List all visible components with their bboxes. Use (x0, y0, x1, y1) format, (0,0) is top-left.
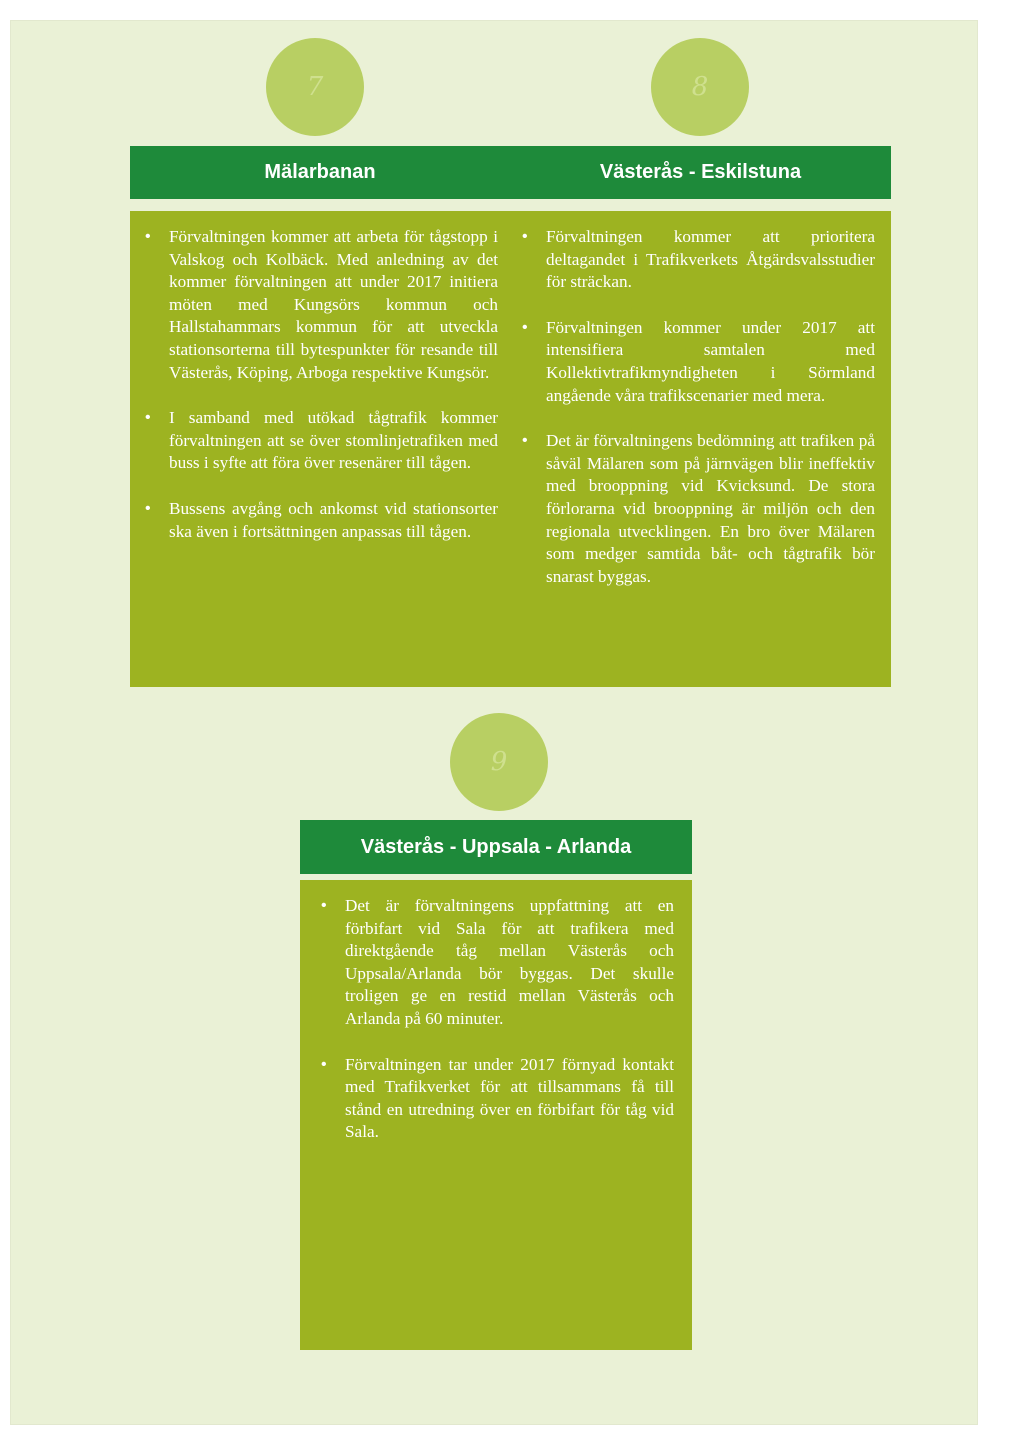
section-number-badge-9: 9 (450, 713, 548, 811)
section-header-9 (300, 820, 692, 874)
section-header-7 (130, 146, 510, 199)
section-title-7: Mälarbanan (264, 161, 376, 183)
bullet-item: • Bussens avgång och ankomst vid stationsorter ska även i fortsättningen anpassas till tågen. (138, 498, 498, 543)
bullet-item: • Det är förvaltningens bedömning att trafiken på såväl Mälaren som på järnvägen blir ineffektiv med brooppning vid Kvicksund. De stora förlorarna vid brooppning är miljön och den regionala utvecklingen. En bro över Mälaren som medger samtida båt- och tågtrafik bör snarast byggas. (515, 430, 875, 588)
section-number-badge-8: 8 (651, 38, 749, 136)
bullet-item: • Det är förvaltningens uppfattning att en förbifart vid Sala för att trafikera med direktgående tåg mellan Västerås och Uppsala/Arlanda bör byggas. Det skulle troligen ge en restid mellan Västerås och Arlanda på 60 minuter. (314, 895, 674, 1031)
section-title-9: Västerås - Uppsala - Arlanda (360, 835, 632, 858)
bullet-list-8 (515, 226, 875, 611)
section-header-8 (510, 146, 891, 199)
section-number-badge-7: 7 (266, 38, 364, 136)
bullet-item: • Förvaltningen tar under 2017 förnyad kontakt med Trafikverket för att tillsammans få till stånd en utredning över en förbifart för tåg vid Sala. (314, 1054, 674, 1144)
bullet-item: • Förvaltningen kommer att prioritera deltagandet i Trafikverkets Åtgärdsvalsstudier för sträckan. (515, 226, 875, 294)
section-title-8: Västerås - Eskilstuna (599, 161, 802, 183)
bullet-list-7 (138, 226, 498, 566)
bullet-item: • Förvaltningen kommer att arbeta för tågstopp i Valskog och Kolbäck. Med anledning av det kommer förvaltningen att under 2017 initiera möten med Kungsörs kommun och Hallstahammars kommun för att utveckla stationsorterna till bytespunkter för resande till Västerås, Köping, Arboga respektive Kungsör. (138, 226, 498, 384)
bullet-list-9 (314, 895, 674, 1167)
bullet-item: • Förvaltningen kommer under 2017 att intensifiera samtalen med Kollektivtrafikmyndigheten i Sörmland angående våra trafikscenarier med mera. (515, 317, 875, 407)
bullet-item: • I samband med utökad tågtrafik kommer förvaltningen att se över stomlinjetrafiken med buss i syfte att föra över resenärer till tågen. (138, 407, 498, 475)
